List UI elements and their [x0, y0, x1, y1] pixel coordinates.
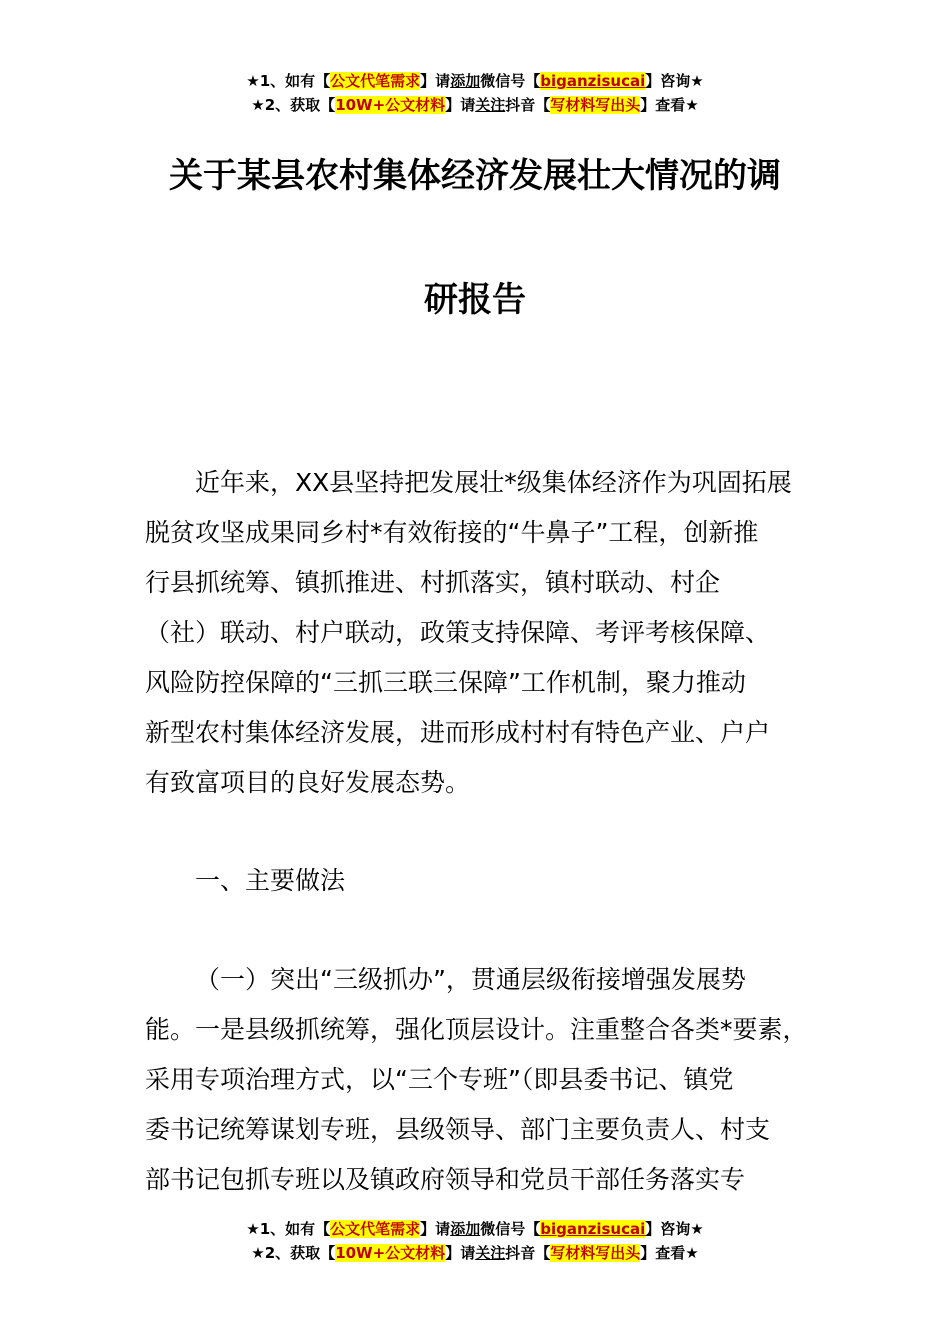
section-paragraph [145, 955, 835, 1205]
highlight-douyin: 写材料写出头 [550, 1244, 641, 1262]
highlight-materials: 10W+公文材料 [335, 1244, 446, 1262]
banner-line-2 [0, 1241, 950, 1265]
banner-line-2 [0, 93, 950, 117]
paragraph-line: （社）联动、村户联动，政策支持保障、考评考核保障、 [145, 618, 771, 647]
intro-paragraph [145, 458, 835, 808]
banner-text: 】请 [445, 1244, 476, 1262]
banner-underlined-text: 关注 [475, 96, 506, 114]
banner-text: ★2、获取【 [251, 1244, 336, 1262]
paragraph-line: 行县抓统筹、镇抓推进、村抓落实，镇村联动、村企 [145, 568, 721, 597]
paragraph-line: 委书记统筹谋划专班，县级领导、部门主要负责人、村支 [145, 1115, 771, 1144]
paragraph-line: 部书记包抓专班以及镇政府领导和党员干部任务落实专 [145, 1165, 746, 1194]
paragraph-line: 采用专项治理方式，以“三个专班”（即县委书记、镇党 [145, 1065, 734, 1094]
paragraph-line: 能。一是县级抓统筹，强化顶层设计。注重整合各类*要素， [145, 1015, 808, 1044]
banner-text: 】查看★ [640, 96, 699, 114]
document-title-line-2: 研报告 [424, 280, 526, 320]
banner-text: ★1、如有【 [246, 1220, 331, 1238]
paragraph-line: 新型农村集体经济发展，进而形成村村有特色产业、户户 [145, 718, 771, 747]
paragraph-line: （一）突出“三级抓办”，贯通层级衔接增强发展势 [195, 965, 746, 994]
highlight-materials: 10W+公文材料 [335, 96, 446, 114]
banner-text: ★2、获取【 [251, 96, 336, 114]
highlight-service: 公文代笔需求 [330, 72, 421, 90]
section-heading [145, 856, 835, 906]
header-banner [0, 69, 950, 117]
banner-underlined-text: 关注 [475, 1244, 506, 1262]
paragraph-line: 脱贫攻坚成果同乡村*有效衔接的“牛鼻子”工程，创新推 [145, 518, 759, 547]
paragraph-line: 风险防控保障的“三抓三联三保障”工作机制，聚力推动 [145, 668, 746, 697]
banner-text: 微信号【 [480, 1220, 541, 1238]
highlight-service: 公文代笔需求 [330, 1220, 421, 1238]
banner-text: 抖音【 [505, 96, 551, 114]
paragraph-line: 有致富项目的良好发展态势。 [145, 768, 471, 797]
banner-text: 】请 [445, 96, 476, 114]
wechat-id-link[interactable]: biganzisucai [540, 1220, 646, 1238]
banner-text: 微信号【 [480, 72, 541, 90]
banner-underlined-text: 添加 [450, 1220, 481, 1238]
banner-line-1 [0, 69, 950, 93]
banner-underlined-text: 添加 [450, 72, 481, 90]
highlight-douyin: 写材料写出头 [550, 96, 641, 114]
banner-text: 】咨询★ [645, 1220, 704, 1238]
section-heading-text: 一、主要做法 [195, 866, 346, 895]
paragraph-line: 近年来，XX县坚持把发展壮*级集体经济作为巩固拓展 [195, 468, 792, 497]
banner-text: 抖音【 [505, 1244, 551, 1262]
banner-text: 】查看★ [640, 1244, 699, 1262]
banner-text: 】咨询★ [645, 72, 704, 90]
document-title-line-1: 关于某县农村集体经济发展壮大情况的调 [169, 156, 781, 196]
banner-text: 】请 [420, 72, 451, 90]
wechat-id-link[interactable]: biganzisucai [540, 72, 646, 90]
banner-text: ★1、如有【 [246, 72, 331, 90]
banner-line-1 [0, 1217, 950, 1241]
banner-text: 】请 [420, 1220, 451, 1238]
footer-banner [0, 1217, 950, 1265]
